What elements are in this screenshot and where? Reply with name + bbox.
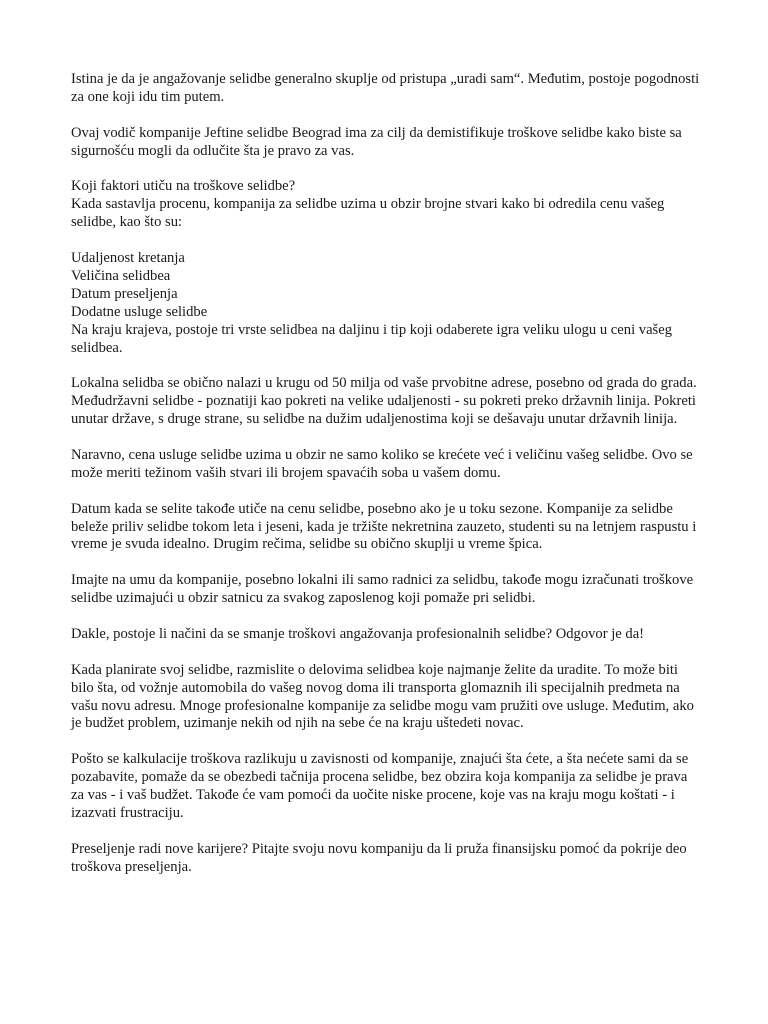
paragraph-question: Dakle, postoje li načini da se smanje troškovi angažovanja profesionalnih selidbe? Odgovor je da! [71,625,645,642]
paragraph-guide: Ovaj vodič kompanije Jeftine selidbe Beograd ima za cilj da demistifikuje troškove selidbe kako biste sa sigurnošću mogli da odlučite šta je pravo za vas. [71,124,682,159]
paragraph-planning: Kada planirate svoj selidbe, razmislite o delovima selidbea koje najmanje želite da uradite. To može biti bilo šta, od vožnje automobila do vašeg novog doma ili transporta glomaznih ili specijalnih predmeta na vašu novu adresu. Mnoge profesionalne kompanije za selidbe mogu vam pružiti ove usluge. Međutim, ako je budžet problem, uzimanje nekih od njih na sebe će na kraju uštedeti novac. [71,661,694,732]
paragraph-estimate: Kada sastavlja procenu, kompanija za selidbe uzima u obzir brojne stvari kako bi odredila cenu vašeg selidbe, kao što su: [71,196,665,231]
paragraph-move-types: Na kraju krajeva, postoje tri vrste selidbea na daljinu i tip koji odaberete igra veliku ulogu u ceni vašeg selidbea. [71,321,672,356]
paragraph-hourly: Imajte na umu da kompanije, posebno lokalni ili samo radnici za selidbu, takođe mogu izračunati troškove selidbe uzimajući u obzir satnicu za svakog zaposlenog koji pomaže pri selidbi. [71,572,694,607]
document-page [71,71,701,895]
section-factors [71,178,701,232]
paragraph-date: Datum kada se selite takođe utiče na cenu selidbe, posebno ako je u toku sezone. Kompanije za selidbe beleže priliv selidbe tokom leta i jeseni, kada je tržište nekretnina zauzeto, studenti su na letnjem raspustu i vreme je svuda idealno. Drugim rečima, selidbe su obično skuplji u vreme špica. [71,500,697,553]
paragraph-local-move: Lokalna selidba se obično nalazi u krugu od 50 milja od vaše prvobitne adrese, posebno od grada do grada. Međudržavni selidbe - poznatiji kao pokreti na velike udaljenosti - su pokreti preko državnih linija. Pokreti unutar države, s druge strane, su selidbe na dužim udaljenostima koji se dešavaju unutar državnih linija. [71,375,697,428]
factor-item: Datum preseljenja [71,285,178,302]
paragraph-size: Naravno, cena usluge selidbe uzima u obzir ne samo koliko se krećete već i veličinu vašeg selidbe. Ovo se može meriti težinom vaših stvari ili brojem spavaćih soba u vašem domu. [71,446,693,481]
paragraph-career: Preseljenje radi nove karijere? Pitajte svoju novu kompaniju da li pruža finansijsku pomoć da pokrije deo troškova preseljenja. [71,840,687,875]
paragraph-calculation: Pošto se kalkulacije troškova razlikuju u zavisnosti od kompanije, znajući šta ćete, a šta nećete sami da se pozabavite, pomaže da se obezbedi tačnija procena selidbe, bez obzira koja kompanija za selidbe je prava za vas - i vaš budžet. Takođe će vam pomoći da uočite niske procene, koje vas na kraju mogu koštati - i izazvati frustraciju. [71,751,689,821]
factor-item: Veličina selidbea [71,267,171,284]
section-heading: Koji faktori utiču na troškove selidbe? [71,178,296,195]
factor-list [71,250,701,322]
factor-item: Dodatne usluge selidbe [71,303,208,320]
paragraph-intro: Istina je da je angažovanje selidbe generalno skuplje od pristupa „uradi sam“. Međutim, postoje pogodnosti za one koji idu tim putem. [71,71,700,105]
factor-item: Udaljenost kretanja [71,250,185,267]
